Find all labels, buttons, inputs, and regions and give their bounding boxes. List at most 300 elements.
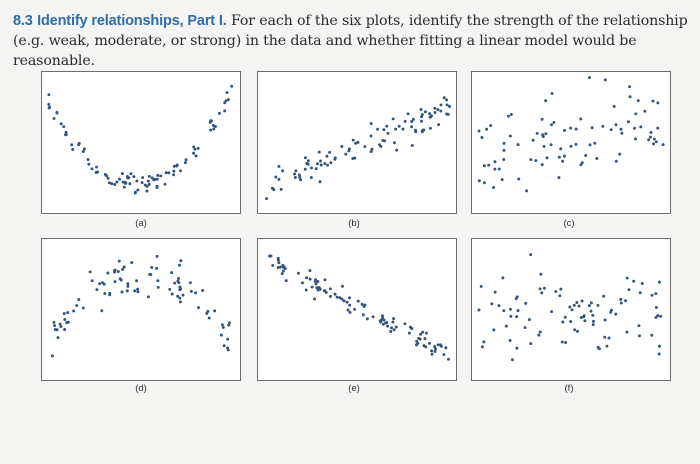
data-point-c bbox=[517, 178, 520, 181]
data-point-e bbox=[282, 269, 285, 272]
data-point-b bbox=[281, 169, 284, 172]
data-point-f bbox=[658, 352, 661, 355]
data-point-e bbox=[382, 323, 385, 326]
data-point-b bbox=[320, 164, 323, 167]
scatter-plot-e bbox=[257, 238, 457, 381]
data-point-f bbox=[607, 337, 610, 340]
data-point-c bbox=[483, 164, 486, 167]
data-point-c bbox=[649, 131, 652, 134]
data-point-e bbox=[362, 313, 365, 316]
data-point-c bbox=[485, 128, 488, 131]
data-point-f bbox=[590, 301, 593, 304]
data-point-a bbox=[212, 128, 215, 131]
data-point-d bbox=[63, 328, 66, 331]
data-point-f bbox=[610, 309, 613, 312]
data-point-a bbox=[91, 167, 94, 170]
data-point-b bbox=[439, 110, 442, 113]
data-point-c bbox=[502, 149, 505, 152]
data-point-b bbox=[371, 148, 374, 151]
data-point-a bbox=[172, 173, 175, 176]
data-point-f bbox=[554, 290, 557, 293]
data-point-e bbox=[324, 278, 327, 281]
data-point-f bbox=[524, 302, 527, 305]
data-point-f bbox=[564, 341, 567, 344]
data-point-e bbox=[440, 345, 443, 348]
plot-label-a: (a) bbox=[135, 218, 147, 229]
data-point-c bbox=[588, 76, 591, 79]
data-point-a bbox=[47, 103, 50, 106]
data-point-a bbox=[192, 152, 195, 155]
data-point-d bbox=[117, 270, 120, 273]
data-point-f bbox=[515, 347, 518, 350]
data-point-e bbox=[282, 266, 285, 269]
data-point-d bbox=[100, 309, 103, 312]
data-point-c bbox=[557, 176, 560, 179]
data-point-a bbox=[223, 101, 226, 104]
data-point-f bbox=[639, 291, 642, 294]
data-point-e bbox=[341, 285, 344, 288]
data-point-c bbox=[651, 100, 654, 103]
data-point-c bbox=[553, 121, 556, 124]
data-point-a bbox=[141, 176, 144, 179]
data-point-f bbox=[590, 310, 593, 313]
data-point-d bbox=[177, 281, 180, 284]
data-point-c bbox=[615, 160, 618, 163]
data-point-a bbox=[156, 174, 159, 177]
data-point-f bbox=[655, 306, 658, 309]
data-point-f bbox=[502, 309, 505, 312]
data-point-f bbox=[624, 299, 627, 302]
data-point-c bbox=[610, 128, 613, 131]
data-point-c bbox=[613, 105, 616, 108]
data-point-b bbox=[420, 120, 423, 123]
data-point-a bbox=[53, 117, 56, 120]
data-point-a bbox=[209, 129, 212, 132]
data-point-e bbox=[383, 318, 386, 321]
data-point-b bbox=[325, 155, 328, 158]
data-point-a bbox=[65, 131, 68, 134]
data-point-a bbox=[218, 112, 221, 115]
data-point-b bbox=[274, 176, 277, 179]
data-point-a bbox=[71, 148, 74, 151]
data-point-f bbox=[505, 325, 508, 328]
data-point-b bbox=[277, 178, 280, 181]
data-point-b bbox=[278, 165, 281, 168]
data-point-f bbox=[494, 291, 497, 294]
data-point-c bbox=[534, 159, 537, 162]
data-point-d bbox=[226, 338, 229, 341]
data-point-d bbox=[221, 323, 224, 326]
data-point-d bbox=[89, 270, 92, 273]
data-point-c bbox=[581, 161, 584, 164]
data-point-b bbox=[440, 103, 443, 106]
data-point-f bbox=[481, 345, 484, 348]
data-point-b bbox=[410, 125, 413, 128]
data-point-d bbox=[226, 346, 229, 349]
data-point-a bbox=[141, 181, 144, 184]
data-point-b bbox=[448, 105, 451, 108]
data-point-d bbox=[182, 294, 185, 297]
data-point-f bbox=[626, 277, 629, 280]
data-point-d bbox=[77, 298, 80, 301]
data-point-e bbox=[442, 353, 445, 356]
data-point-c bbox=[498, 168, 501, 171]
data-point-b bbox=[401, 128, 404, 131]
data-point-f bbox=[575, 301, 578, 304]
data-point-c bbox=[614, 123, 617, 126]
data-point-e bbox=[379, 320, 382, 323]
data-point-a bbox=[136, 189, 139, 192]
data-point-e bbox=[313, 297, 316, 300]
data-point-c bbox=[529, 158, 532, 161]
data-point-b bbox=[445, 98, 448, 101]
data-point-a bbox=[209, 121, 212, 124]
data-point-e bbox=[390, 326, 393, 329]
data-point-f bbox=[480, 285, 483, 288]
data-point-e bbox=[305, 276, 308, 279]
data-point-c bbox=[639, 125, 642, 128]
data-point-a bbox=[124, 181, 127, 184]
data-point-b bbox=[319, 180, 322, 183]
data-point-e bbox=[271, 264, 274, 267]
data-point-b bbox=[376, 128, 379, 131]
data-point-c bbox=[643, 110, 646, 113]
data-point-c bbox=[493, 168, 496, 171]
data-point-b bbox=[344, 153, 347, 156]
problem-text: For each of the six plots, identify the strength of the relationship (e.g. weak, moderate, or strong) in the data and whether fitting a linear model would be reasonable. bbox=[13, 13, 688, 69]
data-point-c bbox=[662, 143, 665, 146]
data-point-a bbox=[197, 147, 200, 150]
data-point-f bbox=[650, 334, 653, 337]
data-point-b bbox=[434, 111, 437, 114]
data-point-f bbox=[604, 318, 607, 321]
data-point-c bbox=[536, 132, 539, 135]
data-point-e bbox=[392, 317, 395, 320]
data-point-f bbox=[573, 328, 576, 331]
data-point-c bbox=[595, 157, 598, 160]
scatter-plot-c bbox=[471, 71, 671, 214]
problem-title: Identify relationships, Part I. bbox=[37, 13, 227, 29]
data-point-f bbox=[605, 345, 608, 348]
data-point-f bbox=[588, 304, 591, 307]
plot-label-f: (f) bbox=[564, 383, 574, 394]
data-point-a bbox=[179, 169, 182, 172]
data-point-d bbox=[173, 282, 176, 285]
data-point-f bbox=[569, 320, 572, 323]
data-point-b bbox=[265, 197, 268, 200]
data-point-c bbox=[629, 95, 632, 98]
data-point-b bbox=[392, 117, 395, 120]
data-point-a bbox=[175, 164, 178, 167]
data-point-e bbox=[437, 343, 440, 346]
data-point-e bbox=[423, 337, 426, 340]
data-point-e bbox=[315, 286, 318, 289]
data-point-f bbox=[659, 315, 662, 318]
data-point-d bbox=[206, 310, 209, 313]
data-point-c bbox=[493, 160, 496, 163]
data-point-e bbox=[372, 315, 375, 318]
data-point-b bbox=[420, 108, 423, 111]
data-point-d bbox=[178, 264, 181, 267]
data-point-b bbox=[347, 149, 350, 152]
scatter-plot-b bbox=[257, 71, 457, 214]
data-point-b bbox=[421, 129, 424, 132]
data-point-b bbox=[293, 172, 296, 175]
data-point-b bbox=[382, 128, 385, 131]
data-point-b bbox=[404, 120, 407, 123]
data-point-d bbox=[157, 286, 160, 289]
data-point-e bbox=[346, 301, 349, 304]
data-point-b bbox=[385, 125, 388, 128]
data-point-b bbox=[304, 168, 307, 171]
data-point-f bbox=[529, 253, 532, 256]
data-point-b bbox=[436, 108, 439, 111]
data-point-f bbox=[576, 330, 579, 333]
data-point-f bbox=[558, 294, 561, 297]
data-point-c bbox=[480, 136, 483, 139]
data-point-f bbox=[654, 292, 657, 295]
data-point-d bbox=[113, 280, 116, 283]
data-point-c bbox=[561, 160, 564, 163]
data-point-a bbox=[230, 85, 233, 88]
data-point-f bbox=[539, 331, 542, 334]
data-point-c bbox=[655, 140, 658, 143]
data-point-c bbox=[656, 127, 659, 130]
plot-label-d: (d) bbox=[135, 383, 147, 394]
data-point-d bbox=[156, 255, 159, 258]
data-point-b bbox=[394, 128, 397, 131]
data-point-a bbox=[185, 158, 188, 161]
data-point-b bbox=[407, 112, 410, 115]
scatter-plot-d bbox=[41, 238, 241, 381]
data-point-e bbox=[357, 300, 360, 303]
data-point-d bbox=[170, 271, 173, 274]
data-point-a bbox=[184, 161, 187, 164]
data-point-f bbox=[571, 308, 574, 311]
data-point-d bbox=[119, 277, 122, 280]
data-point-f bbox=[482, 340, 485, 343]
data-point-c bbox=[541, 163, 544, 166]
data-point-d bbox=[177, 277, 180, 280]
data-point-a bbox=[122, 181, 125, 184]
data-point-d bbox=[95, 288, 98, 291]
data-point-a bbox=[121, 172, 124, 175]
data-point-d bbox=[168, 288, 171, 291]
data-point-d bbox=[126, 285, 129, 288]
data-point-d bbox=[150, 266, 153, 269]
data-point-a bbox=[128, 182, 131, 185]
data-point-e bbox=[444, 346, 447, 349]
data-point-f bbox=[537, 334, 540, 337]
data-point-c bbox=[550, 143, 553, 146]
data-point-d bbox=[126, 282, 129, 285]
data-point-d bbox=[213, 309, 216, 312]
data-point-b bbox=[370, 122, 373, 125]
scatter-plot-f bbox=[471, 238, 671, 381]
data-point-c bbox=[532, 139, 535, 142]
data-point-c bbox=[525, 189, 528, 192]
data-point-e bbox=[417, 337, 420, 340]
data-point-a bbox=[47, 93, 50, 96]
data-point-c bbox=[503, 142, 506, 145]
data-point-f bbox=[620, 302, 623, 305]
data-point-a bbox=[156, 178, 159, 181]
data-point-e bbox=[395, 326, 398, 329]
data-point-a bbox=[60, 122, 63, 125]
problem-statement bbox=[13, 11, 693, 71]
data-point-f bbox=[658, 281, 661, 284]
data-point-a bbox=[223, 109, 226, 112]
data-point-d bbox=[135, 279, 138, 282]
data-point-c bbox=[542, 135, 545, 138]
data-point-d bbox=[59, 323, 62, 326]
data-point-b bbox=[328, 151, 331, 154]
data-point-f bbox=[632, 280, 635, 283]
data-point-b bbox=[298, 176, 301, 179]
data-point-e bbox=[329, 295, 332, 298]
data-point-a bbox=[152, 178, 155, 181]
data-point-e bbox=[364, 303, 367, 306]
data-point-e bbox=[315, 282, 318, 285]
data-point-e bbox=[309, 278, 312, 281]
data-point-c bbox=[550, 123, 553, 126]
data-point-a bbox=[126, 177, 129, 180]
data-point-a bbox=[172, 170, 175, 173]
data-point-f bbox=[627, 288, 630, 291]
data-point-d bbox=[178, 286, 181, 289]
data-point-d bbox=[63, 312, 66, 315]
data-point-f bbox=[516, 295, 519, 298]
data-point-f bbox=[478, 309, 481, 312]
scatter-svg-d bbox=[42, 239, 240, 380]
data-point-e bbox=[316, 280, 319, 283]
data-point-d bbox=[136, 290, 139, 293]
data-point-d bbox=[82, 306, 85, 309]
data-point-c bbox=[559, 147, 562, 150]
data-point-c bbox=[570, 145, 573, 148]
data-point-f bbox=[641, 282, 644, 285]
data-point-c bbox=[656, 101, 659, 104]
data-point-a bbox=[193, 148, 196, 151]
data-point-c bbox=[563, 129, 566, 132]
data-point-e bbox=[325, 291, 328, 294]
data-point-e bbox=[311, 286, 314, 289]
data-point-d bbox=[201, 289, 204, 292]
data-point-b bbox=[445, 113, 448, 116]
data-point-c bbox=[589, 143, 592, 146]
data-point-b bbox=[318, 151, 321, 154]
data-point-e bbox=[421, 331, 424, 334]
data-point-f bbox=[583, 319, 586, 322]
data-point-f bbox=[658, 345, 661, 348]
data-point-e bbox=[393, 328, 396, 331]
data-point-f bbox=[654, 316, 657, 319]
data-point-d bbox=[190, 290, 193, 293]
data-point-d bbox=[63, 318, 66, 321]
data-point-e bbox=[425, 332, 428, 335]
data-point-d bbox=[220, 334, 223, 337]
data-point-f bbox=[638, 334, 641, 337]
data-point-e bbox=[386, 325, 389, 328]
data-point-c bbox=[569, 127, 572, 130]
data-point-f bbox=[524, 326, 527, 329]
scatter-svg-f bbox=[472, 239, 670, 380]
data-point-f bbox=[603, 336, 606, 339]
data-point-a bbox=[134, 191, 137, 194]
data-point-d bbox=[194, 291, 197, 294]
data-point-f bbox=[528, 318, 531, 321]
data-point-e bbox=[391, 321, 394, 324]
data-point-b bbox=[280, 188, 283, 191]
data-point-d bbox=[118, 260, 121, 263]
data-point-f bbox=[529, 342, 532, 345]
data-point-e bbox=[434, 350, 437, 353]
data-point-d bbox=[136, 288, 139, 291]
data-point-d bbox=[179, 259, 182, 262]
data-point-c bbox=[509, 135, 512, 138]
data-point-c bbox=[541, 118, 544, 121]
data-point-d bbox=[120, 290, 123, 293]
data-point-b bbox=[395, 149, 398, 152]
data-point-e bbox=[431, 353, 434, 356]
data-point-e bbox=[430, 349, 433, 352]
data-point-b bbox=[307, 159, 310, 162]
data-point-f bbox=[490, 302, 493, 305]
data-point-a bbox=[155, 186, 158, 189]
data-point-c bbox=[593, 142, 596, 145]
data-point-d bbox=[56, 336, 59, 339]
data-point-e bbox=[416, 342, 419, 345]
data-point-d bbox=[98, 282, 101, 285]
data-point-e bbox=[349, 311, 352, 314]
data-point-f bbox=[564, 316, 567, 319]
data-point-b bbox=[381, 139, 384, 142]
data-point-e bbox=[422, 344, 425, 347]
data-point-e bbox=[334, 293, 337, 296]
data-point-e bbox=[389, 330, 392, 333]
data-point-d bbox=[75, 304, 78, 307]
data-point-d bbox=[103, 283, 106, 286]
data-point-a bbox=[132, 175, 135, 178]
data-point-c bbox=[584, 154, 587, 157]
data-point-b bbox=[271, 187, 274, 190]
data-point-d bbox=[108, 293, 111, 296]
data-point-f bbox=[539, 273, 542, 276]
data-point-c bbox=[558, 156, 561, 159]
data-point-f bbox=[596, 304, 599, 307]
data-point-f bbox=[591, 314, 594, 317]
data-point-b bbox=[310, 176, 313, 179]
data-point-c bbox=[551, 92, 554, 95]
data-point-c bbox=[620, 128, 623, 131]
data-point-b bbox=[433, 107, 436, 110]
data-point-b bbox=[428, 112, 431, 115]
scatter-svg-a bbox=[42, 72, 240, 213]
data-point-a bbox=[167, 171, 170, 174]
scatter-plot-a bbox=[41, 71, 241, 214]
data-point-d bbox=[148, 273, 151, 276]
data-point-f bbox=[614, 313, 617, 316]
data-point-d bbox=[130, 261, 133, 264]
data-point-b bbox=[363, 145, 366, 148]
data-point-d bbox=[156, 279, 159, 282]
data-point-f bbox=[573, 304, 576, 307]
data-point-d bbox=[72, 310, 75, 313]
data-point-d bbox=[208, 317, 211, 320]
data-point-e bbox=[281, 272, 284, 275]
data-point-c bbox=[510, 113, 513, 116]
data-point-c bbox=[601, 125, 604, 128]
